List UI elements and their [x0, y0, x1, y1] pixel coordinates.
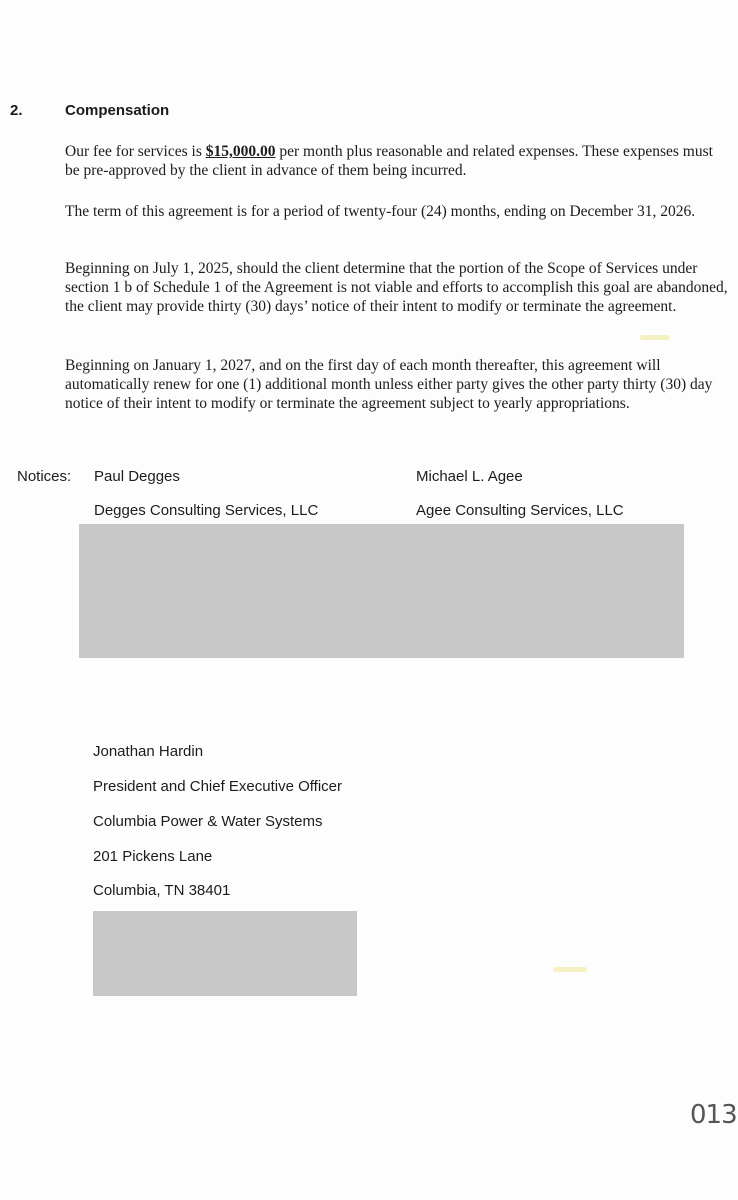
recipient-title: President and Chief Executive Officer — [93, 778, 343, 795]
recipient-organization: Columbia Power & Water Systems — [93, 813, 323, 830]
fee-text-after: per month plus reasonable and related expenses. These expenses must be pre-approved by the client in advance of them being incurred. — [65, 143, 713, 179]
notice-left-name: Paul Degges — [94, 468, 180, 485]
recipient-city: Columbia, TN 38401 — [93, 882, 231, 899]
paragraph-renewal: Beginning on January 1, 2027, and on the first day of each month thereafter, this agreement will automatically renew for one (1) additional month unless either party gives the other party thirty (30) day notice of their intent to modify or terminate the agreement subject to yearly appropriations. — [65, 357, 713, 412]
highlight-mark — [640, 335, 670, 340]
paragraph-termination: Beginning on July 1, 2025, should the client determine that the portion of the Scope of Services under section 1 b of Schedule 1 of the Agreement is not viable and efforts to accomplish this goal are abandoned, the client may provide thirty (30) days’ notice of their intent to modify or terminate the agreement. — [65, 260, 728, 315]
highlight-mark — [553, 967, 587, 972]
notice-right-name: Michael L. Agee — [416, 468, 523, 485]
page-number: 013 — [690, 1100, 737, 1130]
notice-left-company: Degges Consulting Services, LLC — [94, 502, 319, 519]
recipient-name: Jonathan Hardin — [93, 743, 204, 760]
recipient-street: 201 Pickens Lane — [93, 848, 213, 865]
section-number: 2. — [10, 102, 23, 119]
fee-text-before: Our fee for services is — [65, 143, 206, 160]
fee-amount: $15,000.00 — [205, 143, 276, 160]
notices-label: Notices: — [17, 468, 72, 485]
notice-right-company: Agee Consulting Services, LLC — [416, 502, 624, 519]
redaction-block — [79, 524, 684, 658]
section-title: Compensation — [65, 102, 170, 119]
paragraph-fee — [65, 142, 730, 180]
redaction-block — [93, 911, 357, 996]
paragraph-term: The term of this agreement is for a period of twenty-four (24) months, ending on December 31, 2026. — [65, 203, 696, 220]
